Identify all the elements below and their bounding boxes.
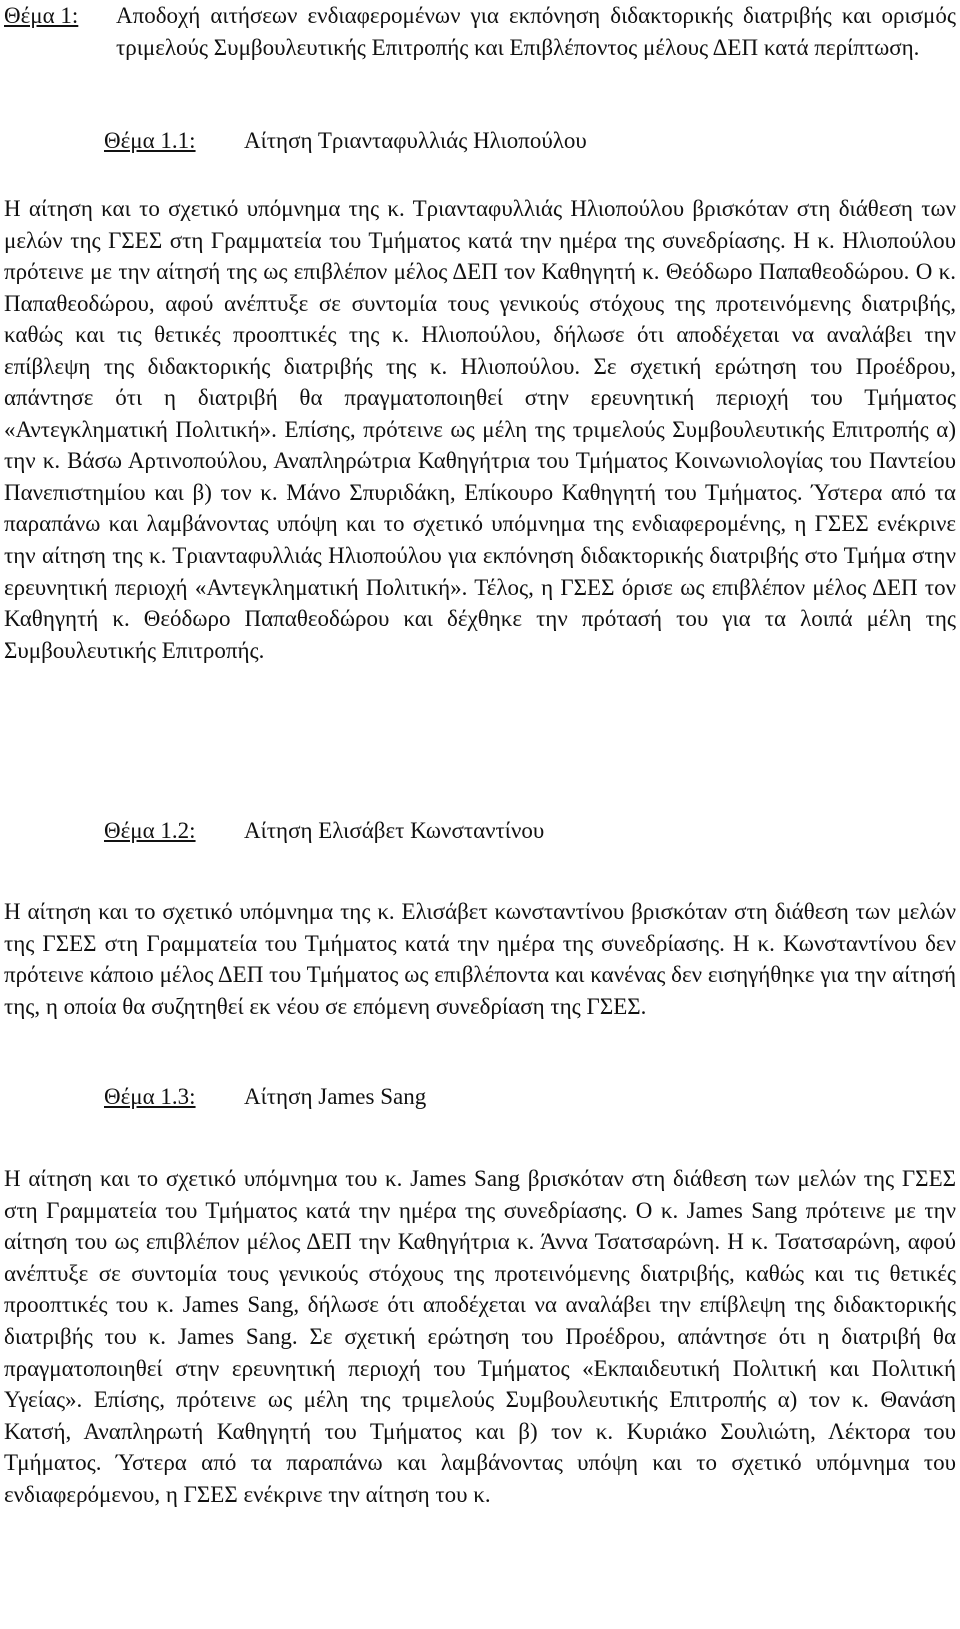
topic-heading: [4, 0, 956, 64]
subtopic-body-1-1: Η αίτηση και το σχετικό υπόμνημα της κ. Τριανταφυλλιάς Ηλιοπούλου βρισκόταν στη διάθεση των μελών της ΓΣΕΣ στη Γραμματεία του Τμήματος κατά την ημέρα της συνεδρίασης. Η κ. Ηλιοπούλου πρότεινε με την αίτησή της ως επιβλέπον μέλος ΔΕΠ τον Καθηγητή κ. Θεόδωρο Παπαθεοδώρου. Ο κ. Παπαθεοδώρου, αφού ανέπτυξε σε συντομία τους γενικούς στόχους της προτεινόμενης διατριβής, καθώς και τις θετικές προοπτικές της κ. Ηλιοπούλου, δήλωσε ότι αποδέχεται να αναλάβει την επίβλεψη της διδακτορικής διατριβής της κ. Ηλιοπούλου. Σε σχετική ερώτηση του Προέδρου, απάντησε ότι η διατριβή θα πραγματοποιηθεί στην ερευνητική περιοχή του Τμήματος «Αντεγκληματική Πολιτική». Επίσης, πρότεινε ως μέλη της τριμελούς Συμβουλευτικής Επιτροπής α) την κ. Βάσω Αρτινοπούλου, Αναπληρώτρια Καθηγήτρια του Τμήματος Κοινωνιολογίας του Παντείου Πανεπιστημίου και β) τον κ. Μάνο Σπυριδάκη, Επίκουρο Καθηγητή του Τμήματος. Ύστερα από τα παραπάνω και λαμβάνοντας υπόψη και το σχετικό υπόμνημα της ενδιαφερομένης, η ΓΣΕΣ ενέκρινε την αίτηση της κ. Τριανταφυλλιάς Ηλιοπούλου για εκπόνηση διδακτορικής διατριβής στο Τμήμα στην ερευνητική περιοχή «Αντεγκληματική Πολιτική». Τέλος, η ΓΣΕΣ όρισε ως επιβλέπον μέλος ΔΕΠ τον Καθηγητή κ. Θεόδωρο Παπαθεοδώρου και δέχθηκε την πρότασή του για τα λοιπά μέλη της Συμβουλευτικής Επιτροπής.: [4, 196, 956, 663]
subtopic-heading-1-1: [104, 125, 587, 157]
subtopic-body-1-3: Η αίτηση και το σχετικό υπόμνημα του κ. James Sang βρισκόταν στη διάθεση των μελών της ΓΣΕΣ στη Γραμματεία του Τμήματος κατά την ημέρα της συνεδρίασης. Ο κ. James Sang πρότεινε με την αίτηση του ως επιβλέπον μέλος ΔΕΠ την Καθηγήτρια κ. Άννα Τσατσαρώνη. Η κ. Τσατσαρώνη, αφού ανέπτυξε σε συντομία τους γενικούς στόχους της προτεινόμενης διατριβής, καθώς και τις θετικές προοπτικές του κ. James Sang, δήλωσε ότι αποδέχεται να αναλάβει την επίβλεψη της διδακτορικής διατριβής του κ. James Sang. Σε σχετική ερώτηση του Προέδρου, απάντησε ότι η διατριβή θα πραγματοποιηθεί στην ερευνητική περιοχή του Τμήματος «Εκπαιδευτική Πολιτική και Πολιτική Υγείας». Επίσης, πρότεινε ως μέλη της τριμελούς Συμβουλευτικής Επιτροπής α) τον κ. Θανάση Κατσή, Αναπληρωτή Καθηγητή του Τμήματος και β) τον κ. Κυριάκο Σουλιώτη, Λέκτορα του Τμήματος. Ύστερα από τα παραπάνω και λαμβάνοντας υπόψη και το σχετικό υπόμνημα του ενδιαφερόμενου, η ΓΣΕΣ ενέκρινε την αίτηση του κ.: [4, 1166, 956, 1507]
subtopic-heading-1-2: [104, 815, 544, 847]
subtopic-label: Θέμα 1.1:: [104, 128, 196, 153]
subtopic-label: Θέμα 1.2:: [104, 818, 196, 843]
subtopic-label: Θέμα 1.3:: [104, 1084, 196, 1109]
topic-label: Θέμα 1:: [4, 3, 79, 28]
subtopic-body-1-2: Η αίτηση και το σχετικό υπόμνημα της κ. Ελισάβετ κωνσταντίνου βρισκόταν στη διάθεση των μελών της ΓΣΕΣ στη Γραμματεία του Τμήματος κατά την ημέρα της συνεδρίασης. Η κ. Κωνσταντίνου δεν πρότεινε κάποιο μέλος ΔΕΠ του Τμήματος ως επιβλέποντα και κανένας δεν εισηγήθηκε για την αίτησή της, η οποία θα συζητηθεί εκ νέου σε επόμενη συνεδρίαση της ΓΣΕΣ.: [4, 899, 956, 1019]
subtopic-title: Αίτηση James Sang: [244, 1084, 427, 1109]
topic-title: Αποδοχή αιτήσεων ενδιαφερομένων για εκπόνηση διδακτορικής διατριβής και ορισμός τριμελούς Συμβουλευτικής Επιτροπής και Επιβλέποντος μέλους ΔΕΠ κατά περίπτωση.: [116, 3, 956, 60]
subtopic-title: Αίτηση Τριανταφυλλιάς Ηλιοπούλου: [244, 128, 587, 153]
subtopic-heading-1-3: [104, 1081, 426, 1113]
subtopic-title: Αίτηση Ελισάβετ Κωνσταντίνου: [244, 818, 545, 843]
